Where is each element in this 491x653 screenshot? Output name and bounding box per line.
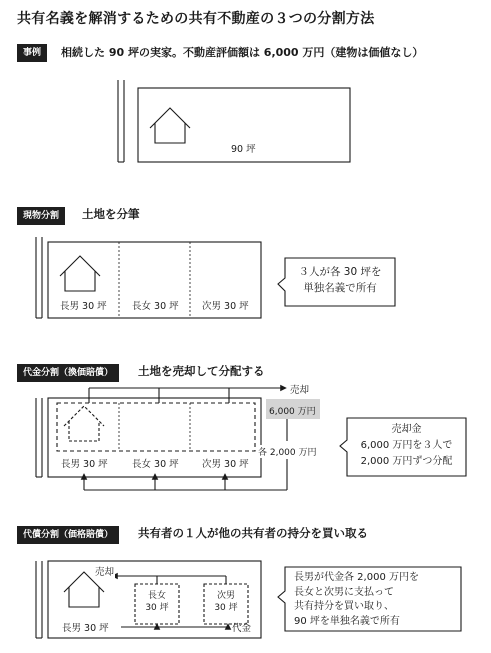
share-size: 30 坪 bbox=[214, 603, 238, 613]
plot-label: 長女 30 坪 bbox=[132, 459, 179, 470]
distribution-arrows bbox=[84, 419, 287, 490]
plot-label: 長男 30 坪 bbox=[60, 301, 107, 312]
note-compensation bbox=[294, 571, 419, 629]
physical-heading: 土地を分筆 bbox=[82, 207, 140, 221]
note-line: 単独名義で所有 bbox=[303, 282, 377, 294]
note-price bbox=[347, 422, 466, 470]
plot-label: 長女 30 坪 bbox=[132, 301, 179, 312]
note-line: 6,000 万円を３人で bbox=[360, 440, 453, 451]
each-amount: 各 2,000 万円 bbox=[258, 445, 317, 458]
page-title: 共有名義を解消するための共有不動産の３つの分割方法 bbox=[17, 11, 375, 27]
area-label: 90 坪 bbox=[231, 144, 256, 155]
share-name: 次男 bbox=[216, 591, 235, 601]
purchase-arrow bbox=[112, 576, 226, 584]
house-icon bbox=[150, 108, 190, 143]
owner-label: 長男 30 坪 bbox=[62, 623, 109, 634]
compensation-tag: 代償分割（価格賠償） bbox=[17, 526, 119, 544]
note-line: 共有持分を買い取り、 bbox=[294, 601, 394, 612]
plot-label: 次男 30 坪 bbox=[202, 459, 249, 470]
share-size: 30 坪 bbox=[145, 603, 169, 613]
sale-label: 売却 bbox=[290, 385, 310, 396]
note-line: 長女と次男に支払って bbox=[294, 586, 394, 598]
note-line: 売却金 bbox=[391, 424, 422, 435]
physical-tag: 現物分割 bbox=[17, 207, 65, 225]
sale-label: 売却 bbox=[94, 564, 115, 578]
sale-arrow bbox=[89, 388, 286, 403]
note-line: 90 坪を単独名義で所有 bbox=[294, 615, 400, 627]
total-amount: 6,000 万円 bbox=[269, 407, 316, 417]
note-line: 2,000 万円ずつ分配 bbox=[360, 456, 453, 467]
house-icon bbox=[60, 256, 100, 291]
payment-label: 代金 bbox=[232, 623, 252, 634]
share-name: 長女 bbox=[147, 591, 166, 601]
share-box-second-son bbox=[204, 590, 248, 614]
compensation-heading: 共有者の１人が他の共有者の持分を買い取る bbox=[138, 526, 368, 540]
price-tag: 代金分割（換価賠償） bbox=[17, 364, 119, 382]
house-icon-dashed bbox=[64, 406, 104, 441]
plot-label: 次男 30 坪 bbox=[202, 301, 249, 312]
note-line: 長男が代金各 2,000 万円を bbox=[294, 572, 419, 583]
note-physical bbox=[285, 264, 395, 296]
example-heading: 相続した 90 坪の実家。不動産評価額は 6,000 万円（建物は価値なし） bbox=[61, 46, 424, 59]
share-box-eldest-daughter bbox=[135, 590, 179, 614]
plot-label: 長男 30 坪 bbox=[61, 459, 108, 470]
note-line: ３人が各 30 坪を bbox=[298, 266, 382, 278]
price-heading: 土地を売却して分配する bbox=[138, 364, 265, 378]
example-tag: 事例 bbox=[17, 44, 47, 62]
